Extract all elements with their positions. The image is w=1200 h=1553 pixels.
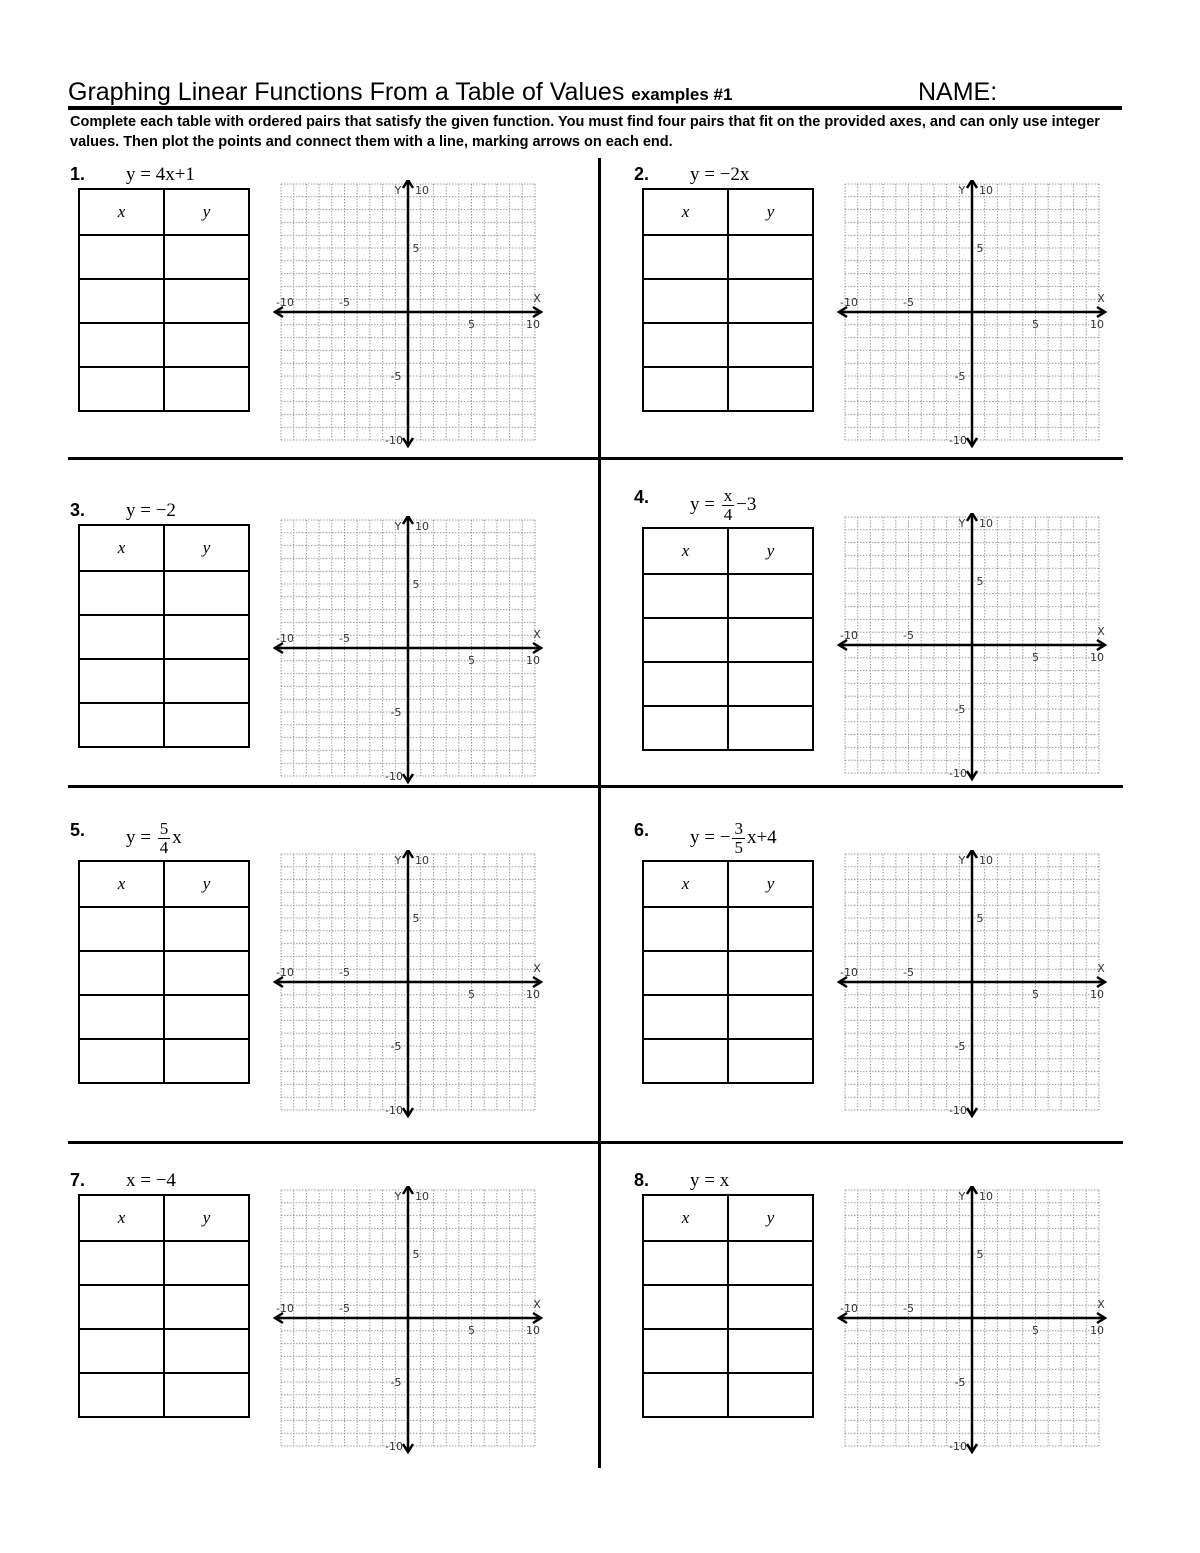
coordinate-grid[interactable]	[271, 850, 545, 1126]
table-header-y: y	[728, 528, 813, 574]
y-tick-label-5: 5	[412, 578, 420, 591]
y-tick-label-5: 5	[976, 575, 984, 588]
table-row	[643, 706, 813, 750]
table-cell-x[interactable]	[79, 235, 164, 279]
table-cell-x[interactable]	[643, 367, 728, 411]
x-axis-label: X	[1097, 962, 1105, 975]
table-header-x: x	[643, 189, 728, 235]
axes	[839, 180, 1105, 446]
x-tick-label-neg10: -10	[840, 1302, 858, 1315]
x-tick-label-neg10: -10	[276, 296, 294, 309]
table-cell-y[interactable]	[164, 659, 249, 703]
table-cell-y[interactable]	[728, 235, 813, 279]
x-tick-label-5: 5	[1032, 1324, 1039, 1337]
table-row	[643, 1329, 813, 1373]
table-row	[643, 907, 813, 951]
x-tick-label-10: 10	[526, 1324, 540, 1337]
problem-number: 5.	[70, 820, 86, 840]
table-row	[643, 662, 813, 706]
table-header-x: x	[79, 1195, 164, 1241]
table-row	[79, 323, 249, 367]
table-cell-y[interactable]	[164, 951, 249, 995]
x-tick-label-neg10: -10	[840, 629, 858, 642]
problem-equation	[690, 1170, 729, 1192]
table-cell-x[interactable]	[643, 706, 728, 750]
equation-lhs: y =	[126, 164, 156, 185]
problem-equation	[690, 164, 749, 186]
table-header-y: y	[164, 1195, 249, 1241]
problem-number: 4.	[634, 487, 650, 507]
vertical-divider	[598, 158, 601, 1468]
coordinate-grid[interactable]	[271, 1186, 545, 1462]
table-cell-y[interactable]	[728, 618, 813, 662]
y-tick-label-neg5: -5	[954, 1376, 966, 1389]
table-cell-y[interactable]	[164, 367, 249, 411]
x-tick-label-neg5: -5	[903, 966, 914, 979]
equation-rhs: x+4	[746, 826, 777, 848]
table-row	[79, 995, 249, 1039]
title-text: Graphing Linear Functions From a Table of Values	[68, 78, 625, 106]
table-row	[643, 1285, 813, 1329]
y-tick-label-10: 10	[979, 517, 993, 530]
values-table	[78, 1194, 250, 1418]
x-tick-label-neg10: -10	[276, 966, 294, 979]
y-tick-label-neg5: -5	[954, 1040, 966, 1053]
y-tick-label-neg5: -5	[390, 1040, 402, 1053]
problem-number: 2.	[634, 164, 650, 184]
equation-rhs: x	[719, 1170, 730, 1191]
table-cell-y[interactable]	[164, 995, 249, 1039]
equation-rhs: −2	[155, 500, 176, 521]
table-header-y: y	[164, 861, 249, 907]
problem-1	[68, 160, 598, 480]
y-tick-label-5: 5	[412, 1248, 420, 1261]
table-cell-y[interactable]	[728, 574, 813, 618]
table-row	[79, 703, 249, 747]
table-cell-x[interactable]	[79, 995, 164, 1039]
y-tick-label-neg10: -10	[385, 1440, 403, 1453]
y-tick-label-neg10: -10	[949, 767, 967, 780]
fraction-numerator: 5	[159, 819, 169, 838]
table-row	[79, 615, 249, 659]
table-cell-y[interactable]	[728, 1329, 813, 1373]
table-cell-y[interactable]	[728, 907, 813, 951]
axes	[839, 850, 1105, 1116]
table-cell-y[interactable]	[164, 703, 249, 747]
table-cell-y[interactable]	[164, 1039, 249, 1083]
axes	[275, 516, 541, 782]
table-row	[79, 659, 249, 703]
table-cell-y[interactable]	[164, 279, 249, 323]
axes	[275, 180, 541, 446]
problem-number: 3.	[70, 500, 86, 520]
table-cell-x[interactable]	[79, 1039, 164, 1083]
table-header-x: x	[79, 189, 164, 235]
table-cell-x[interactable]	[643, 323, 728, 367]
table-cell-x[interactable]	[643, 618, 728, 662]
y-axis-label: Y	[958, 184, 966, 197]
x-tick-label-10: 10	[1090, 1324, 1104, 1337]
table-cell-y[interactable]	[164, 323, 249, 367]
table-row	[79, 1285, 249, 1329]
table-header-x: x	[79, 525, 164, 571]
table-cell-y[interactable]	[164, 571, 249, 615]
table-cell-x[interactable]	[79, 1241, 164, 1285]
y-tick-label-5: 5	[412, 912, 420, 925]
problem-equation	[126, 1170, 176, 1192]
table-cell-x[interactable]	[79, 659, 164, 703]
x-tick-label-10: 10	[526, 654, 540, 667]
table-cell-x[interactable]	[643, 662, 728, 706]
table-cell-x[interactable]	[79, 571, 164, 615]
equation-lhs: y =	[690, 1170, 720, 1191]
x-axis-label: X	[1097, 292, 1105, 305]
y-tick-label-10: 10	[415, 184, 429, 197]
values-table	[642, 860, 814, 1084]
table-row	[79, 235, 249, 279]
x-tick-label-neg5: -5	[339, 296, 350, 309]
y-tick-label-neg10: -10	[949, 1440, 967, 1453]
values-table	[78, 524, 250, 748]
table-cell-y[interactable]	[728, 367, 813, 411]
problem-8	[632, 1166, 1162, 1486]
table-cell-y[interactable]	[728, 279, 813, 323]
table-cell-x[interactable]	[643, 907, 728, 951]
x-tick-label-10: 10	[526, 318, 540, 331]
table-cell-y[interactable]	[164, 235, 249, 279]
x-axis-label: X	[533, 628, 541, 641]
problem-equation	[690, 820, 777, 857]
title-subtitle: examples #1	[631, 85, 733, 104]
x-tick-label-neg5: -5	[339, 1302, 350, 1315]
y-axis-label: Y	[958, 854, 966, 867]
y-tick-label-5: 5	[412, 242, 420, 255]
x-axis-label: X	[533, 292, 541, 305]
table-cell-y[interactable]	[164, 1329, 249, 1373]
problem-equation	[126, 820, 182, 857]
table-row	[79, 1329, 249, 1373]
fraction-denominator: 5	[734, 838, 743, 857]
worksheet-header	[68, 78, 1122, 110]
table-header-x: x	[79, 861, 164, 907]
x-axis-label: X	[533, 1298, 541, 1311]
table-cell-y[interactable]	[728, 995, 813, 1039]
y-axis-label: Y	[958, 1190, 966, 1203]
table-cell-y[interactable]	[164, 1285, 249, 1329]
coordinate-grid[interactable]	[271, 516, 545, 792]
coordinate-grid[interactable]	[835, 850, 1109, 1126]
coordinate-grid[interactable]	[835, 513, 1109, 789]
y-axis-label: Y	[958, 517, 966, 530]
table-cell-y[interactable]	[728, 1241, 813, 1285]
x-tick-label-5: 5	[468, 1324, 475, 1337]
values-table	[642, 188, 814, 412]
table-row	[79, 907, 249, 951]
y-tick-label-10: 10	[979, 1190, 993, 1203]
x-tick-label-neg5: -5	[903, 629, 914, 642]
table-header-y: y	[728, 1195, 813, 1241]
table-cell-x[interactable]	[79, 323, 164, 367]
table-cell-y[interactable]	[164, 907, 249, 951]
table-cell-y[interactable]	[728, 1285, 813, 1329]
table-row	[643, 1373, 813, 1417]
table-row	[79, 1241, 249, 1285]
values-table	[78, 860, 250, 1084]
y-tick-label-neg10: -10	[385, 1104, 403, 1117]
values-table	[642, 1194, 814, 1418]
y-tick-label-neg5: -5	[390, 370, 402, 383]
y-tick-label-neg5: -5	[954, 370, 966, 383]
table-cell-y[interactable]	[164, 615, 249, 659]
table-cell-x[interactable]	[643, 574, 728, 618]
equation-rhs: 4x+1	[155, 164, 195, 185]
table-cell-x[interactable]	[79, 367, 164, 411]
problem-number: 8.	[634, 1170, 650, 1190]
y-tick-label-neg5: -5	[954, 703, 966, 716]
table-cell-x[interactable]	[643, 1039, 728, 1083]
equation-lhs: x =	[126, 1170, 156, 1191]
y-tick-label-5: 5	[976, 912, 984, 925]
table-cell-y[interactable]	[164, 1241, 249, 1285]
table-row	[643, 995, 813, 1039]
table-cell-x[interactable]	[79, 1329, 164, 1373]
table-header-x: x	[643, 1195, 728, 1241]
instructions: Complete each table with ordered pairs that satisfy the given function. You must find four pairs that fit on the provided axes, and can only use integer values. Then plot the points and connect them with a line, marking arrows on each end.	[70, 114, 1100, 150]
table-row	[79, 279, 249, 323]
x-tick-label-10: 10	[1090, 651, 1104, 664]
table-row	[643, 279, 813, 323]
y-axis-label: Y	[394, 520, 402, 533]
table-cell-x[interactable]	[643, 1241, 728, 1285]
table-cell-y[interactable]	[728, 1039, 813, 1083]
y-axis-label: Y	[394, 854, 402, 867]
table-row	[79, 951, 249, 995]
equation-fraction	[158, 820, 171, 857]
x-axis-label: X	[1097, 1298, 1105, 1311]
table-cell-x[interactable]	[79, 907, 164, 951]
table-row	[79, 1039, 249, 1083]
table-cell-y[interactable]	[728, 1373, 813, 1417]
axes	[839, 1186, 1105, 1452]
fraction-numerator: 3	[734, 819, 743, 838]
problem-equation	[126, 164, 195, 186]
y-tick-label-neg5: -5	[390, 1376, 402, 1389]
coordinate-grid[interactable]	[271, 180, 545, 456]
table-cell-x[interactable]	[643, 995, 728, 1039]
table-row	[643, 951, 813, 995]
x-tick-label-5: 5	[468, 988, 475, 1001]
y-axis-label: Y	[394, 1190, 402, 1203]
x-tick-label-neg10: -10	[276, 1302, 294, 1315]
x-tick-label-10: 10	[526, 988, 540, 1001]
x-tick-label-neg10: -10	[840, 296, 858, 309]
table-header-y: y	[164, 525, 249, 571]
problem-5	[68, 816, 598, 1136]
coordinate-grid[interactable]	[835, 180, 1109, 456]
x-tick-label-neg5: -5	[339, 632, 350, 645]
y-tick-label-10: 10	[415, 1190, 429, 1203]
values-table	[642, 527, 814, 751]
table-row	[79, 571, 249, 615]
equation-fraction	[732, 820, 745, 857]
x-tick-label-neg10: -10	[276, 632, 294, 645]
table-cell-x[interactable]	[79, 279, 164, 323]
table-header-y: y	[164, 189, 249, 235]
y-tick-label-neg10: -10	[385, 434, 403, 447]
problem-3	[68, 496, 598, 816]
table-row	[79, 367, 249, 411]
table-cell-y[interactable]	[728, 706, 813, 750]
y-tick-label-neg5: -5	[390, 706, 402, 719]
y-tick-label-neg10: -10	[949, 1104, 967, 1117]
table-cell-x[interactable]	[79, 703, 164, 747]
table-cell-y[interactable]	[728, 951, 813, 995]
problem-6	[632, 816, 1162, 1136]
x-tick-label-5: 5	[468, 654, 475, 667]
y-tick-label-neg10: -10	[385, 770, 403, 783]
problem-number: 6.	[634, 820, 650, 840]
equation-rhs: −4	[155, 1170, 176, 1191]
horizontal-divider-3	[68, 1141, 1123, 1144]
y-tick-label-5: 5	[976, 242, 984, 255]
x-axis-label: X	[1097, 625, 1105, 638]
y-tick-label-neg10: -10	[949, 434, 967, 447]
equation-lhs: y =	[126, 826, 156, 848]
problem-4	[632, 483, 1162, 803]
table-cell-x[interactable]	[643, 1285, 728, 1329]
axes	[839, 513, 1105, 779]
equation-lhs: y = −	[690, 826, 731, 848]
table-header-x: x	[643, 861, 728, 907]
table-cell-x[interactable]	[643, 1329, 728, 1373]
table-row	[643, 235, 813, 279]
table-cell-x[interactable]	[643, 951, 728, 995]
fraction-denominator: 4	[159, 838, 169, 857]
table-cell-x[interactable]	[643, 279, 728, 323]
equation-rhs: x	[172, 826, 182, 848]
y-tick-label-5: 5	[976, 1248, 984, 1261]
table-row	[79, 1373, 249, 1417]
table-cell-x[interactable]	[79, 1373, 164, 1417]
table-row	[643, 323, 813, 367]
problem-equation	[126, 500, 176, 522]
coordinate-grid[interactable]	[835, 1186, 1109, 1462]
table-row	[643, 1039, 813, 1083]
table-header-x: x	[643, 528, 728, 574]
y-tick-label-10: 10	[979, 854, 993, 867]
x-tick-label-neg10: -10	[840, 966, 858, 979]
table-header-y: y	[728, 189, 813, 235]
table-cell-x[interactable]	[79, 1285, 164, 1329]
equation-rhs: −2x	[719, 164, 750, 185]
y-tick-label-10: 10	[979, 184, 993, 197]
x-tick-label-10: 10	[1090, 318, 1104, 331]
table-cell-x[interactable]	[643, 1373, 728, 1417]
problem-number: 1.	[70, 164, 86, 184]
x-tick-label-neg5: -5	[339, 966, 350, 979]
x-tick-label-10: 10	[1090, 988, 1104, 1001]
axes	[275, 1186, 541, 1452]
y-axis-label: Y	[394, 184, 402, 197]
x-tick-label-5: 5	[1032, 318, 1039, 331]
fraction-denominator: 4	[723, 505, 733, 524]
equation-lhs: y =	[690, 164, 720, 185]
name-label: NAME:	[918, 78, 998, 106]
worksheet-title	[68, 78, 732, 107]
table-row	[643, 367, 813, 411]
x-axis-label: X	[533, 962, 541, 975]
table-cell-y[interactable]	[728, 662, 813, 706]
table-cell-x[interactable]	[79, 951, 164, 995]
table-cell-x[interactable]	[79, 615, 164, 659]
x-tick-label-neg5: -5	[903, 296, 914, 309]
equation-rhs: −3	[736, 493, 757, 515]
y-tick-label-10: 10	[415, 520, 429, 533]
equation-lhs: y =	[690, 493, 720, 515]
fraction-numerator: x	[723, 486, 733, 505]
values-table	[78, 188, 250, 412]
table-row	[643, 618, 813, 662]
table-row	[643, 574, 813, 618]
problem-2	[632, 160, 1162, 480]
table-cell-x[interactable]	[643, 235, 728, 279]
table-row	[643, 1241, 813, 1285]
equation-lhs: y =	[126, 500, 156, 521]
table-cell-y[interactable]	[164, 1373, 249, 1417]
problem-number: 7.	[70, 1170, 86, 1190]
x-tick-label-5: 5	[1032, 988, 1039, 1001]
x-tick-label-5: 5	[1032, 651, 1039, 664]
problem-equation	[690, 487, 756, 524]
x-tick-label-5: 5	[468, 318, 475, 331]
table-cell-y[interactable]	[728, 323, 813, 367]
table-header-y: y	[728, 861, 813, 907]
axes	[275, 850, 541, 1116]
equation-fraction	[722, 487, 735, 524]
problem-7	[68, 1166, 598, 1486]
x-tick-label-neg5: -5	[903, 1302, 914, 1315]
y-tick-label-10: 10	[415, 854, 429, 867]
